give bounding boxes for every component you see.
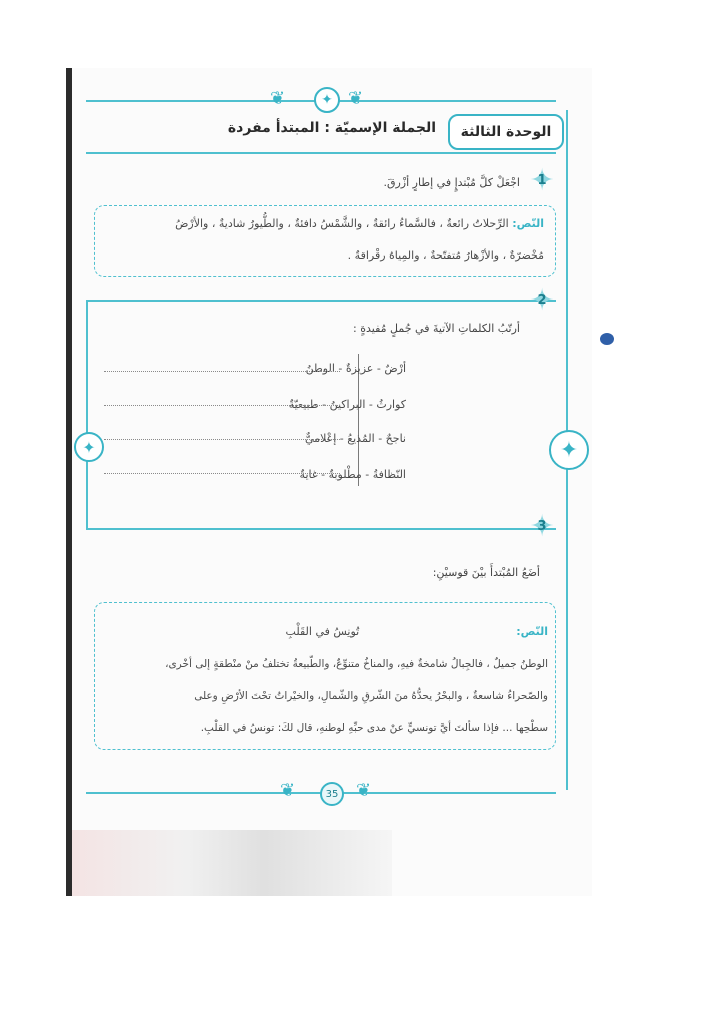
ornament-icon: ❦ — [348, 88, 364, 109]
section-divider — [86, 528, 556, 530]
ornament-icon: ❦ — [280, 780, 296, 801]
exercise3-text-line1: الوطنُ جميلٌ ، فالجِبالُ شامخةٌ فيهِ، والمناخُ متنوِّعٌ، والطّبيعةُ تختلفُ منْ منْطقةٍ إلى أخْرى، — [165, 658, 548, 670]
ornament-icon: ❦ — [270, 88, 286, 109]
answer-line[interactable] — [104, 438, 340, 440]
text-title: تُونِسُ في القَلْبِ — [285, 625, 360, 638]
lesson-title: الجملة الإسميّة : المبتدأ مفردة — [227, 120, 436, 136]
text-label: النّص: — [512, 217, 544, 230]
exercise1-text-line1 — [104, 212, 544, 236]
unit-label: الوحدة الثالثة — [448, 114, 564, 150]
ornament-icon: ❦ — [356, 780, 372, 801]
exercise1-text-line2: مُخْضرّةٌ ، والأزْهارُ مُتفتّحةٌ ، والمِياهُ رقْراقةٌ . — [347, 249, 544, 262]
exercise-number-badge: ✦ 2 — [530, 288, 554, 312]
top-star-icon: ✦ — [314, 87, 340, 113]
ink-blot — [600, 333, 614, 345]
exercise3-text-header — [104, 620, 548, 644]
side-star-icon: ✦ — [74, 432, 104, 462]
answer-line[interactable] — [104, 404, 340, 406]
exercise3-instruction: أضَعُ المُبْتدأَ بيْنَ قوسيْنِ: — [432, 566, 540, 579]
word-row: النّظافةُ - مطْلوبةٌ - غايةٌ — [299, 468, 406, 481]
exercise-number-badge: ✦ 1 — [530, 168, 554, 192]
exercise2-instruction: أرتّبُ الكلماتِ الآتيةَ في جُملٍ مُفيدةٍ : — [353, 322, 520, 335]
section-divider — [86, 300, 556, 302]
word-row: كوارثُ - البراكينُ - طبيعيّةٌ — [288, 398, 406, 411]
text-content: الرِّحلاتُ رائعةٌ ، فالسَّماءُ رائقةٌ ، والشَّمْسُ دافئةٌ ، والطُّيورُ شاديةٌ ، والأرْضُ — [175, 217, 509, 230]
scan-artifact — [72, 830, 392, 896]
word-row: ناجحٌ - المُذيعُ - إعْلاميٌّ — [305, 432, 406, 445]
text-label: النّص: — [516, 625, 548, 638]
exercise3-text-line3: سطْحِها ... فإذا سألتَ أيَّ تونسيٍّ عنْ مدى حبِّهِ لوطنهِ، قال لكَ: تونسُ في القلْبِ. — [200, 722, 548, 734]
workbook-page — [72, 68, 592, 896]
page-number: 35 — [320, 782, 344, 806]
answer-line[interactable] — [104, 370, 340, 372]
header-border-line — [86, 152, 556, 154]
exercise3-text-line2: والصّحراءُ شاسعةٌ ، والبحْرُ يحدُّهُ منَ الشّرقِ والشّمالِ، والخيْراتُ تحْتَ الأرْضِ وعلى — [194, 690, 548, 702]
side-star-icon: ✦ — [549, 430, 589, 470]
answer-line[interactable] — [104, 472, 340, 474]
exercise-number-badge: ✦ 3 — [530, 514, 554, 538]
exercise1-instruction: اجْعَلْ كلَّ مُبْتدإٍ في إطارٍ أزْرقَ. — [383, 176, 520, 189]
left-border-line — [86, 300, 88, 530]
word-row: أرْضٌ - عزيزةٌ - الوطنُ — [305, 362, 406, 375]
